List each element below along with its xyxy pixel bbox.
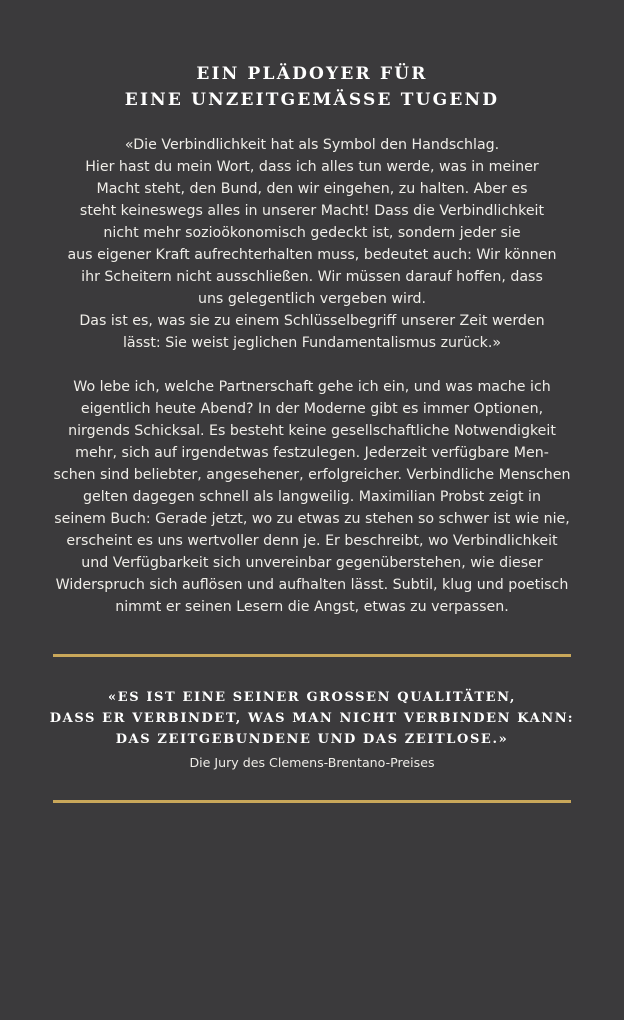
- book-blurb: [0, 376, 624, 618]
- praise-line: «ES IST EINE SEINER GROSSEN QUALITÄTEN,: [108, 690, 516, 705]
- blurb-line: gelten dagegen schnell als langweilig. Maximilian Probst zeigt in: [82, 489, 541, 505]
- quote-line: aus eigener Kraft aufrechterhalten muss, bedeutet auch: Wir können: [67, 247, 557, 263]
- gold-divider-top: [53, 654, 571, 657]
- author-quote: [0, 134, 624, 354]
- heading-line-1: EIN PLÄDOYER FÜR: [196, 64, 428, 84]
- blurb-line: schen sind beliebter, angesehener, erfolgreicher. Verbindliche Menschen: [53, 467, 571, 483]
- blurb-line: nirgends Schicksal. Es besteht keine gesellschaftliche Notwendigkeit: [68, 423, 556, 439]
- quote-line: uns gelegentlich vergeben wird.: [197, 291, 427, 307]
- blurb-line: eigentlich heute Abend? In der Moderne gibt es immer Optionen,: [80, 401, 544, 417]
- quote-line: Das ist es, was sie zu einem Schlüsselbegriff unserer Zeit werden: [79, 313, 545, 329]
- heading-line-2: EINE UNZEITGEMÄSSE TUGEND: [124, 90, 500, 110]
- quote-line: ihr Scheitern nicht ausschließen. Wir müssen darauf hoffen, dass: [81, 269, 543, 285]
- blurb-line: Widerspruch sich auflösen und aufhalten lässt. Subtil, klug und poetisch: [55, 577, 569, 593]
- blurb-line: nimmt er seinen Lesern die Angst, etwas zu verpassen.: [115, 599, 509, 615]
- praise-line: DASS ER VERBINDET, WAS MAN NICHT VERBINDEN KANN:: [49, 711, 575, 726]
- blurb-line: erscheint es uns wertvoller denn je. Er beschreibt, wo Verbindlichkeit: [66, 533, 558, 549]
- quote-line: «Die Verbindlichkeit hat als Symbol den Handschlag.: [124, 137, 500, 153]
- blurb-line: seinem Buch: Gerade jetzt, wo zu etwas zu stehen so schwer ist wie nie,: [54, 511, 570, 527]
- blurb-line: mehr, sich auf irgendetwas festzulegen. Jederzeit verfügbare Men-: [75, 445, 549, 461]
- quote-line: nicht mehr sozioökonomisch gedeckt ist, sondern jeder sie: [103, 225, 521, 241]
- blurb-line: Wo lebe ich, welche Partnerschaft gehe ich ein, und was mache ich: [73, 379, 551, 395]
- jury-praise: [0, 687, 624, 750]
- praise-attribution: Die Jury des Clemens-Brentano-Preises: [189, 755, 435, 770]
- praise-line: DAS ZEITGEBUNDENE UND DAS ZEITLOSE.»: [115, 732, 509, 747]
- quote-line: steht keineswegs alles in unserer Macht! Dass die Verbindlichkeit: [79, 203, 545, 219]
- blurb-line: und Verfügbarkeit sich unvereinbar gegenüberstehen, wie dieser: [81, 555, 543, 571]
- quote-line: lässt: Sie weist jeglichen Fundamentalismus zurück.»: [122, 335, 502, 351]
- quote-line: Macht steht, den Bund, den wir eingehen, zu halten. Aber es: [96, 181, 528, 197]
- quote-line: Hier hast du mein Wort, dass ich alles tun werde, was in meiner: [85, 159, 539, 175]
- gold-divider-bottom: [53, 800, 571, 803]
